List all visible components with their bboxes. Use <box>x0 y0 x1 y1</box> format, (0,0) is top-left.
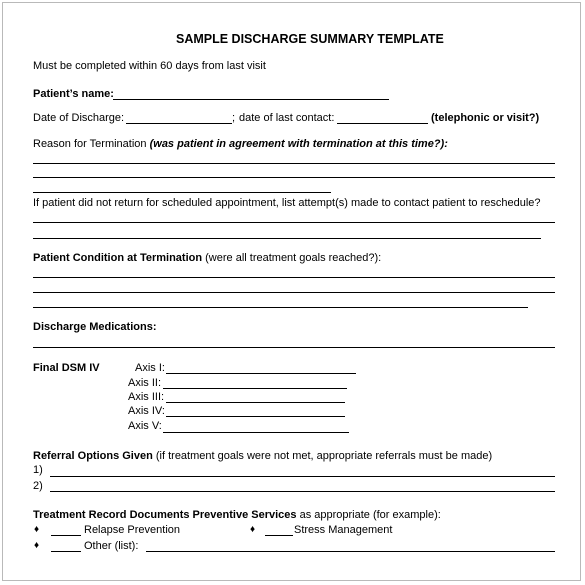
reschedule-line-1[interactable] <box>33 222 555 223</box>
medications-line[interactable] <box>33 347 555 348</box>
other-list-field[interactable] <box>146 551 555 552</box>
referral-options-label <box>33 451 492 462</box>
stress-management-checkbox-line[interactable] <box>265 535 293 536</box>
stress-management-label: Stress Management <box>294 524 393 536</box>
telephonic-or-visit-label: (telephonic or visit?) <box>431 112 540 124</box>
final-dsm-iv-label: Final DSM IV <box>33 362 100 374</box>
reason-question-text: (was patient in agreement with termination at this time?): <box>149 138 448 150</box>
bullet-diamond-icon: ♦ <box>34 540 40 551</box>
condition-line-3[interactable] <box>33 307 528 308</box>
reason-line-1[interactable] <box>33 163 555 164</box>
other-checkbox-line[interactable] <box>51 551 81 552</box>
axis-ii-field[interactable] <box>163 388 347 389</box>
referral-item-1-number: 1) <box>33 464 43 476</box>
date-of-discharge-label: Date of Discharge: <box>33 112 125 124</box>
axis-i-label: Axis I: <box>135 362 165 374</box>
other-list-label: Other (list): <box>84 540 139 552</box>
axis-iv-label: Axis IV: <box>128 405 165 417</box>
preventive-services-label <box>33 510 441 521</box>
patient-condition-label <box>33 253 381 264</box>
patient-name-field[interactable] <box>113 99 389 100</box>
axis-v-label: Axis V: <box>128 420 162 432</box>
reason-label-text: Reason for Termination <box>33 138 147 150</box>
services-label-text: Treatment Record Documents Preventive Services <box>33 509 297 521</box>
reason-line-3[interactable] <box>33 192 331 193</box>
discharge-medications-label: Discharge Medications: <box>33 321 157 333</box>
referral-note-text: (if treatment goals were not met, appropriate referrals must be made) <box>155 450 493 462</box>
relapse-prevention-label: Relapse Prevention <box>84 524 181 536</box>
referral-item-1-field[interactable] <box>50 476 555 477</box>
completion-note: Must be completed within 60 days from last visit <box>33 60 266 72</box>
axis-i-field[interactable] <box>166 373 356 374</box>
referral-item-2-field[interactable] <box>50 491 555 492</box>
date-of-last-contact-label: date of last contact: <box>239 112 335 124</box>
services-note-text: as appropriate (for example): <box>299 509 441 521</box>
date-separator: ; <box>232 112 236 124</box>
bullet-diamond-icon: ♦ <box>250 524 256 535</box>
condition-label-text: Patient Condition at Termination <box>33 252 203 264</box>
relapse-prevention-checkbox-line[interactable] <box>51 535 81 536</box>
axis-ii-label: Axis II: <box>128 377 162 389</box>
page-title: SAMPLE DISCHARGE SUMMARY TEMPLATE <box>176 32 444 46</box>
referral-item-2-number: 2) <box>33 480 43 492</box>
condition-line-2[interactable] <box>33 292 555 293</box>
date-of-last-contact-field[interactable] <box>337 123 428 124</box>
patient-name-label: Patient’s name: <box>33 88 114 100</box>
date-of-discharge-field[interactable] <box>126 123 232 124</box>
axis-iii-label: Axis III: <box>128 391 165 403</box>
reschedule-question: If patient did not return for scheduled appointment, list attempt(s) made to contact patient to reschedule? <box>33 197 541 209</box>
condition-line-1[interactable] <box>33 277 555 278</box>
axis-iv-field[interactable] <box>166 416 345 417</box>
condition-question-text: (were all treatment goals reached?): <box>205 252 382 264</box>
reschedule-line-2[interactable] <box>33 238 541 239</box>
axis-v-field[interactable] <box>163 432 349 433</box>
axis-iii-field[interactable] <box>166 402 345 403</box>
referral-label-text: Referral Options Given <box>33 450 153 462</box>
reason-for-termination-label <box>33 139 448 150</box>
bullet-diamond-icon: ♦ <box>34 524 40 535</box>
reason-line-2[interactable] <box>33 177 555 178</box>
